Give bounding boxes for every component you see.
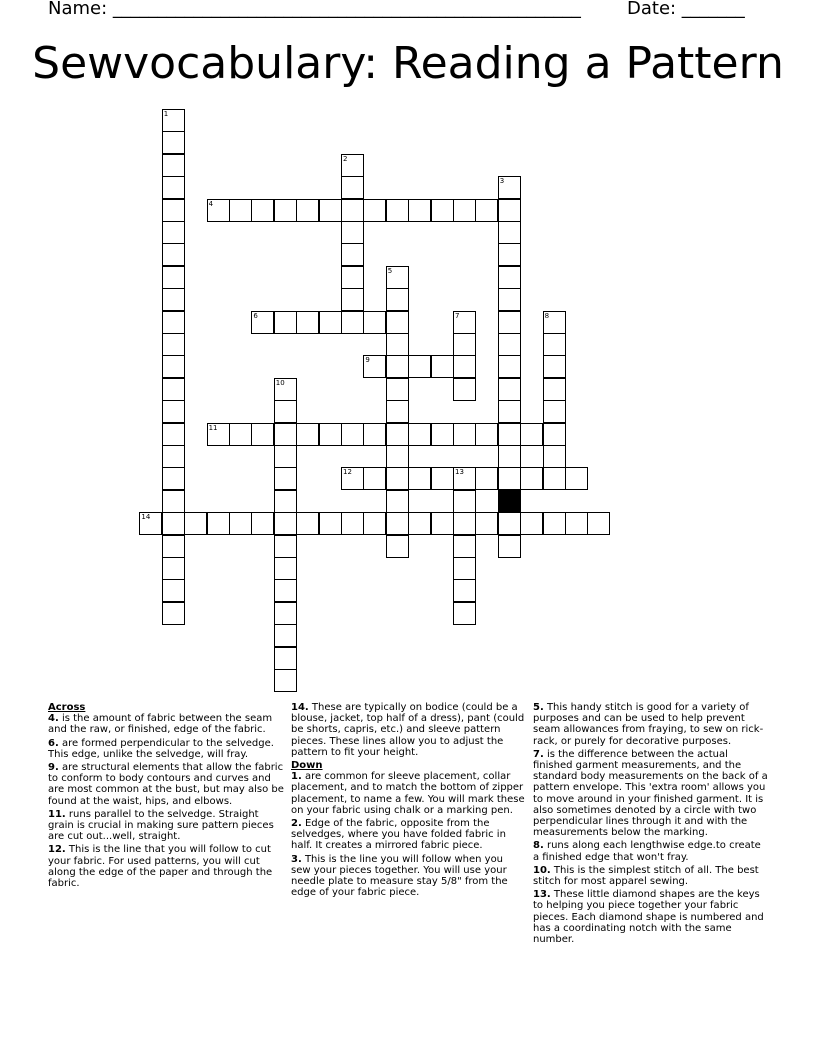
crossword-cell[interactable] [274, 199, 297, 222]
crossword-cell[interactable] [386, 445, 409, 468]
clue-number: 9 [365, 356, 370, 365]
crossword-cell[interactable] [498, 400, 521, 423]
crossword-cell[interactable] [498, 378, 521, 401]
clue-across-9: 9. are structural elements that allow the fabric to conform to body contours and curves and are most common at the bust, but may also be found at the waist, hips, and elbows. [48, 762, 284, 807]
crossword-cell[interactable] [543, 333, 566, 356]
crossword-cell[interactable] [453, 557, 476, 580]
across-heading: Across [48, 702, 86, 713]
crossword-cell[interactable] [184, 512, 207, 535]
crossword-cell[interactable] [162, 535, 185, 558]
crossword-cell[interactable] [162, 311, 185, 334]
crossword-cell[interactable] [453, 423, 476, 446]
clue-across-14: 14. These are typically on bodice (could be a blouse, jacket, top half of a dress), pant (could be shorts, capris, etc.) and sleeve pattern pieces. These lines allow you to adjust the pattern to fit your height. [291, 702, 525, 758]
crossword-cell[interactable] [162, 221, 185, 244]
crossword-cell[interactable] [274, 535, 297, 558]
crossword-cell[interactable] [543, 512, 566, 535]
crossword-cell[interactable] [408, 423, 431, 446]
crossword-cell[interactable] [520, 423, 543, 446]
crossword-cell[interactable] [498, 355, 521, 378]
crossword-cell[interactable] [543, 400, 566, 423]
crossword-cell[interactable] [274, 579, 297, 602]
crossword-cell[interactable] [139, 512, 162, 535]
clue-down-8: 8. runs along each lengthwise edge.to create a finished edge that won't fray. [533, 840, 761, 863]
crossword-cell[interactable] [543, 445, 566, 468]
crossword-cell[interactable] [162, 288, 185, 311]
crossword-cell[interactable] [386, 378, 409, 401]
crossword-cell[interactable] [274, 669, 297, 692]
crossword-cell[interactable] [274, 467, 297, 490]
crossword-cell[interactable] [386, 512, 409, 535]
crossword-cell[interactable] [520, 512, 543, 535]
clue-number: 11 [208, 423, 218, 432]
crossword-cell[interactable] [274, 423, 297, 446]
clue-number: 13 [455, 468, 464, 477]
crossword-cell[interactable] [162, 423, 185, 446]
crossword-cell[interactable] [543, 355, 566, 378]
crossword-cell[interactable] [386, 400, 409, 423]
crossword-cell[interactable] [274, 400, 297, 423]
crossword-cell[interactable] [431, 199, 454, 222]
clue-across-11: 11. runs parallel to the selvedge. Straight grain is crucial in making sure pattern pieces are cut out...well, straight. [48, 808, 274, 843]
crossword-cell[interactable] [162, 109, 185, 132]
crossword-cell[interactable] [162, 154, 185, 177]
crossword-cell[interactable] [274, 512, 297, 535]
crossword-cell[interactable] [453, 355, 476, 378]
crossword-cell[interactable] [363, 199, 386, 222]
crossword-cell[interactable] [341, 154, 364, 177]
crossword-cell[interactable] [475, 512, 498, 535]
clues-column-2 [291, 702, 525, 900]
crossword-cell[interactable] [386, 535, 409, 558]
clue-down-1: 1. are common for sleeve placement, collar placement, and to match the bottom of zipper placement, to name a few. You will mark these on your fabric using chalk or a marking pen. [291, 771, 525, 816]
crossword-cell[interactable] [386, 490, 409, 513]
crossword-cell[interactable] [274, 647, 297, 670]
clue-down-2: 2. Edge of the fabric, opposite from the selvedges, where you have folded fabric in half. It creates a mirrored fabric piece. [291, 818, 506, 852]
clue-down-7: 7. is the difference between the actual finished garment measurements, and the standard body measurements on the back of a pattern envelope. This 'extra room' allows you to move around in your finished garment. It is also sometimes denoted by a circle with two perpendicular lines through it and with the measurements below the marking. [533, 748, 768, 839]
crossword-cell[interactable] [274, 378, 297, 401]
crossword-cell[interactable] [363, 355, 386, 378]
crossword-cell[interactable] [453, 490, 476, 513]
crossword-cell[interactable] [162, 490, 185, 513]
crossword-cell[interactable] [431, 467, 454, 490]
crossword-cell[interactable] [341, 266, 364, 289]
crossword-cell[interactable] [319, 199, 342, 222]
crossword-cell[interactable] [386, 355, 409, 378]
clue-across-4: 4. is the amount of fabric between the seam and the raw, or finished, edge of the fabric. [48, 713, 273, 736]
crossword-black-square [498, 490, 521, 513]
crossword-cell[interactable] [498, 333, 521, 356]
crossword-cell[interactable] [408, 355, 431, 378]
crossword-cell[interactable] [251, 423, 274, 446]
clue-number: 4 [208, 199, 214, 208]
crossword-cell[interactable] [408, 467, 431, 490]
crossword-cell[interactable] [162, 266, 185, 289]
crossword-cell[interactable] [498, 221, 521, 244]
crossword-cell[interactable] [408, 199, 431, 222]
crossword-cell[interactable] [543, 467, 566, 490]
crossword-cell[interactable] [319, 311, 342, 334]
crossword-cell[interactable] [274, 602, 297, 625]
crossword-cell[interactable] [162, 579, 185, 602]
crossword-cell[interactable] [498, 288, 521, 311]
crossword-cell[interactable] [520, 467, 543, 490]
crossword-cell[interactable] [341, 176, 364, 199]
crossword-cell[interactable] [319, 423, 342, 446]
crossword-cell[interactable] [296, 423, 319, 446]
crossword-cell[interactable] [453, 333, 476, 356]
crossword-cell[interactable] [431, 355, 454, 378]
crossword-cell[interactable] [251, 512, 274, 535]
crossword-cell[interactable] [498, 243, 521, 266]
crossword-cell[interactable] [431, 423, 454, 446]
crossword-cell[interactable] [498, 535, 521, 558]
date-field[interactable]: Date: _______ [627, 0, 745, 19]
crossword-cell[interactable] [162, 602, 185, 625]
clue-down-5: 5. This handy stitch is good for a variety of purposes and can be used to help prevent seam allowances from fraying, to sew on rick-rack, or purely for decorative purposes. [533, 702, 764, 747]
crossword-cell[interactable] [274, 624, 297, 647]
crossword-cell[interactable] [341, 467, 364, 490]
crossword-cell[interactable] [453, 378, 476, 401]
crossword-cell[interactable] [341, 243, 364, 266]
crossword-cell[interactable] [453, 535, 476, 558]
crossword-cell[interactable] [475, 199, 498, 222]
clue-down-3: 3. This is the line you will follow when you sew your pieces together. You will use your needle plate to measure stay 5/8" from the edge of your fabric piece. [291, 853, 508, 899]
crossword-cell[interactable] [498, 512, 521, 535]
clue-number: 2 [343, 154, 348, 163]
crossword-cell[interactable] [207, 199, 230, 222]
crossword-cell[interactable] [251, 199, 274, 222]
crossword-cell[interactable] [498, 199, 521, 222]
crossword-cell[interactable] [229, 423, 252, 446]
down-heading: Down [291, 760, 323, 772]
crossword-cell[interactable] [543, 311, 566, 334]
crossword-cell[interactable] [341, 199, 364, 222]
crossword-cell[interactable] [162, 176, 185, 199]
clues-column-3 [533, 702, 769, 947]
crossword-cell[interactable] [453, 311, 476, 334]
crossword-cell[interactable] [453, 199, 476, 222]
crossword-cell[interactable] [453, 467, 476, 490]
crossword-cell[interactable] [207, 512, 230, 535]
clue-number: 8 [544, 311, 550, 320]
crossword-cell[interactable] [565, 512, 588, 535]
crossword-cell[interactable] [363, 423, 386, 446]
clue-across-12: 12. This is the line that you will follow to cut your fabric. For used patterns, you will cut along the edge of the paper and through the fabric. [48, 844, 273, 890]
crossword-cell[interactable] [386, 199, 409, 222]
clue-number: 14 [141, 513, 151, 522]
clue-number: 3 [499, 177, 505, 186]
crossword-cell[interactable] [363, 512, 386, 535]
crossword-cell[interactable] [341, 512, 364, 535]
crossword-cell[interactable] [162, 445, 185, 468]
crossword-cell[interactable] [162, 378, 185, 401]
clues-column-1 [48, 702, 284, 891]
crossword-cell[interactable] [543, 378, 566, 401]
crossword-cell[interactable] [162, 355, 185, 378]
crossword-cell[interactable] [274, 490, 297, 513]
crossword-cell[interactable] [453, 579, 476, 602]
crossword-cell[interactable] [475, 467, 498, 490]
crossword-cell[interactable] [162, 512, 185, 535]
crossword-cell[interactable] [162, 131, 185, 154]
crossword-cell[interactable] [274, 311, 297, 334]
clue-number: 5 [387, 266, 393, 275]
crossword-cell[interactable] [251, 311, 274, 334]
crossword-cell[interactable] [386, 311, 409, 334]
crossword-cell[interactable] [363, 311, 386, 334]
clue-number: 1 [163, 110, 169, 118]
crossword-cell[interactable] [475, 423, 498, 446]
crossword-cell[interactable] [498, 467, 521, 490]
crossword-cell[interactable] [162, 243, 185, 266]
crossword-cell[interactable] [386, 333, 409, 356]
page-title: Sewvocabulary: Reading a Pattern [32, 38, 784, 89]
crossword-cell[interactable] [162, 400, 185, 423]
crossword-cell[interactable] [386, 266, 409, 289]
crossword-cell[interactable] [587, 512, 610, 535]
crossword-cell[interactable] [543, 423, 566, 446]
crossword-cell[interactable] [274, 557, 297, 580]
crossword-cell[interactable] [453, 512, 476, 535]
crossword-cell[interactable] [386, 467, 409, 490]
crossword-cell[interactable] [296, 311, 319, 334]
clue-number: 6 [253, 311, 258, 320]
crossword-cell[interactable] [386, 288, 409, 311]
crossword-cell[interactable] [341, 221, 364, 244]
crossword-cell[interactable] [162, 333, 185, 356]
crossword-cell[interactable] [498, 311, 521, 334]
crossword-cell[interactable] [341, 288, 364, 311]
crossword-cell[interactable] [565, 467, 588, 490]
crossword-cell[interactable] [296, 199, 319, 222]
crossword-cell[interactable] [453, 602, 476, 625]
crossword-cell[interactable] [498, 423, 521, 446]
crossword-cell[interactable] [386, 423, 409, 446]
crossword-cell[interactable] [229, 512, 252, 535]
crossword-cell[interactable] [274, 445, 297, 468]
clue-number: 7 [455, 311, 460, 320]
crossword-cell[interactable] [498, 445, 521, 468]
clue-down-13: 13. These little diamond shapes are the keys to helping you piece together your fabric pieces. Each diamond shape is numbered and has a coordinating notch with the same number. [533, 889, 764, 946]
crossword-cell[interactable] [296, 512, 319, 535]
crossword-cell[interactable] [431, 512, 454, 535]
clue-down-10: 10. This is the simplest stitch of all. The best stitch for most apparel sewing. [533, 864, 759, 888]
crossword-cell[interactable] [341, 423, 364, 446]
clue-number: 10 [275, 378, 285, 387]
crossword-cell[interactable] [363, 467, 386, 490]
name-field[interactable]: Name: ____________________________________________________ [48, 0, 581, 19]
crossword-cell[interactable] [319, 512, 342, 535]
crossword-cell[interactable] [498, 176, 521, 199]
crossword-cell[interactable] [162, 199, 185, 222]
clue-across-6: 6. are formed perpendicular to the selvedge. This edge, unlike the selvedge, will fray. [48, 737, 274, 760]
crossword-cell[interactable] [207, 423, 230, 446]
crossword-cell[interactable] [162, 557, 185, 580]
clue-number: 12 [343, 468, 352, 477]
crossword-cell[interactable] [341, 311, 364, 334]
crossword-cell[interactable] [162, 467, 185, 490]
crossword-cell[interactable] [408, 512, 431, 535]
crossword-cell[interactable] [229, 199, 252, 222]
crossword-cell[interactable] [498, 266, 521, 289]
